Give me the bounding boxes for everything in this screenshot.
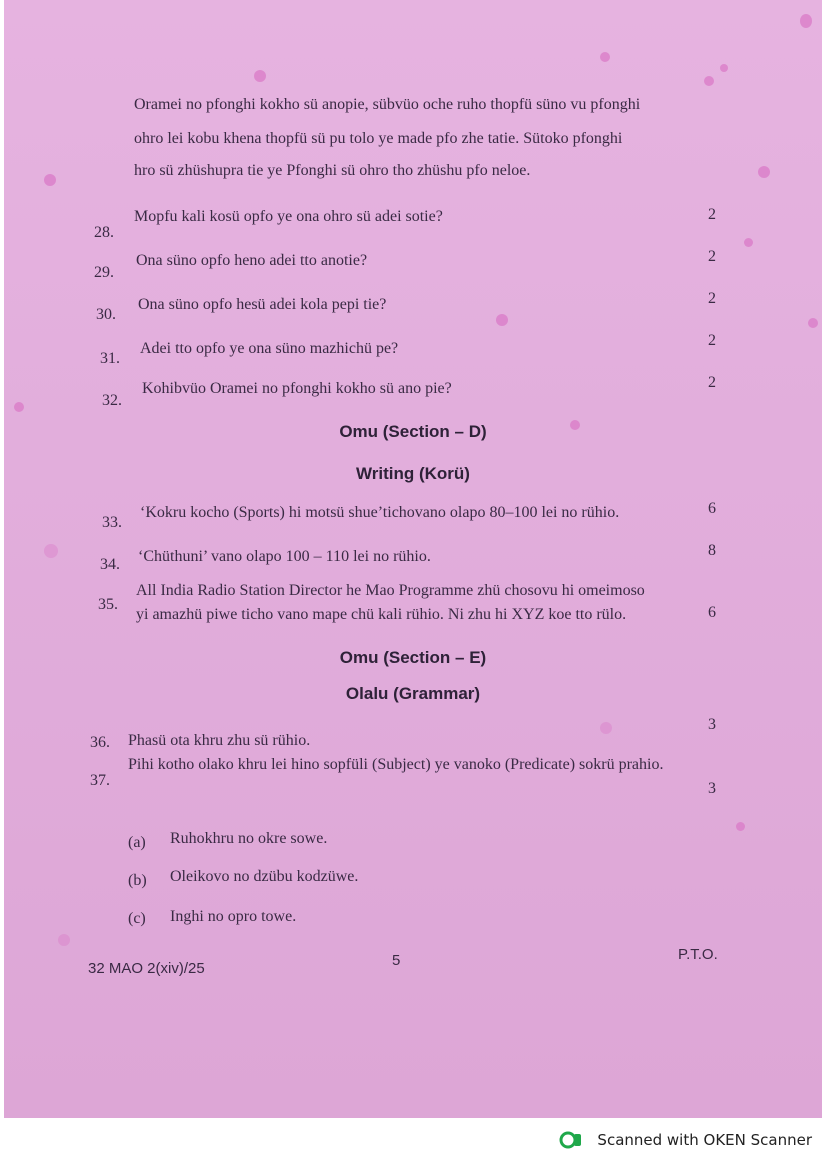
question-number: 36.	[90, 734, 110, 751]
sub-item-label: (c)	[128, 910, 146, 927]
ink-speck	[808, 318, 818, 328]
section-d-title: Omu (Section – D)	[339, 422, 487, 441]
ink-speck	[600, 52, 610, 62]
ink-speck	[496, 314, 508, 326]
ink-speck	[800, 14, 812, 28]
ink-speck	[44, 174, 56, 186]
ink-speck	[44, 544, 58, 558]
question-text: Ona süno opfo hesü adei kola pepi tie?	[138, 296, 387, 313]
sub-item-text: Inghi no opro towe.	[170, 908, 297, 925]
question-number: 33.	[102, 514, 122, 531]
ink-speck	[720, 64, 728, 72]
question-marks: 2	[708, 248, 716, 265]
ink-speck	[600, 722, 612, 734]
question-text-line1: All India Radio Station Director he Mao Programme zhü chosovu hi omeimoso	[136, 582, 645, 599]
question-number: 37.	[90, 772, 110, 789]
passage-line-2: ohro lei kobu khena thopfü sü pu tolo ye made pfo zhe tatie. Sütoko pfonghi	[134, 130, 623, 147]
pto-label: P.T.O.	[678, 946, 718, 963]
question-text: Kohibvüo Oramei no pfonghi kokho sü ano pie?	[142, 380, 452, 397]
page-number: 5	[392, 952, 401, 969]
sub-item-label: (b)	[128, 872, 147, 889]
sub-item-text: Ruhokhru no okre sowe.	[170, 830, 328, 847]
section-d-subtitle: Writing (Korü)	[356, 464, 470, 483]
ink-speck	[744, 238, 753, 247]
question-marks: 6	[708, 604, 716, 621]
question-number: 28.	[94, 224, 114, 241]
section-e-subtitle: Olalu (Grammar)	[345, 684, 481, 703]
question-number: 32.	[102, 392, 122, 409]
question-text: ‘Kokru kocho (Sports) hi motsü shue’tichovano olapo 80–100 lei no rühio.	[140, 504, 620, 521]
question-number: 29.	[94, 264, 114, 281]
question-text-line2: yi amazhü piwe ticho vano mape chü kali rühio. Ni zhu hi XYZ koe tto rülo.	[136, 606, 627, 623]
scanner-watermark	[559, 1130, 812, 1150]
question-text: Ona süno opfo heno adei tto anotie?	[136, 252, 368, 269]
question-marks: 2	[708, 374, 716, 391]
ink-speck	[758, 166, 770, 178]
sub-item-text: Oleikovo no dzübu kodzüwe.	[170, 868, 359, 885]
question-marks: 2	[708, 332, 716, 349]
passage-line-3: hro sü zhüshupra tie ye Pfonghi sü ohro tho zhüshu pfo neloe.	[134, 162, 531, 179]
scanner-logo-icon	[559, 1130, 583, 1150]
question-number: 34.	[100, 556, 120, 573]
section-e-title: Omu (Section – E)	[339, 648, 487, 667]
sub-item-label: (a)	[128, 834, 146, 851]
ink-speck	[736, 822, 745, 831]
question-marks: 8	[708, 542, 716, 559]
question-marks: 6	[708, 500, 716, 517]
question-text: Phasü ota khru zhu sü rühio.	[128, 732, 311, 749]
question-marks: 2	[708, 206, 716, 223]
passage-line-1: Oramei no pfonghi kokho sü anopie, sübvüo oche ruho thopfü süno vu pfonghi	[134, 96, 641, 113]
ink-speck	[58, 934, 70, 946]
ink-speck	[704, 76, 714, 86]
scanner-label: Scanned with OKEN Scanner	[597, 1131, 812, 1149]
question-marks: 3	[708, 716, 716, 733]
question-number: 35.	[98, 596, 118, 613]
ink-speck	[254, 70, 266, 82]
question-number: 31.	[100, 350, 120, 367]
question-marks: 3	[708, 780, 716, 797]
paper-code: 32 MAO 2(xiv)/25	[88, 960, 205, 977]
question-marks: 2	[708, 290, 716, 307]
question-text: ‘Chüthuni’ vano olapo 100 – 110 lei no rühio.	[138, 548, 431, 565]
ink-speck	[14, 402, 24, 412]
question-text: Mopfu kali kosü opfo ye ona ohro sü adei sotie?	[134, 208, 443, 225]
exam-page	[4, 0, 822, 1118]
question-text: Pihi kotho olako khru lei hino sopfüli (Subject) ye vanoko (Predicate) sokrü prahio.	[128, 756, 664, 773]
question-text: Adei tto opfo ye ona süno mazhichü pe?	[140, 340, 399, 357]
question-number: 30.	[96, 306, 116, 323]
